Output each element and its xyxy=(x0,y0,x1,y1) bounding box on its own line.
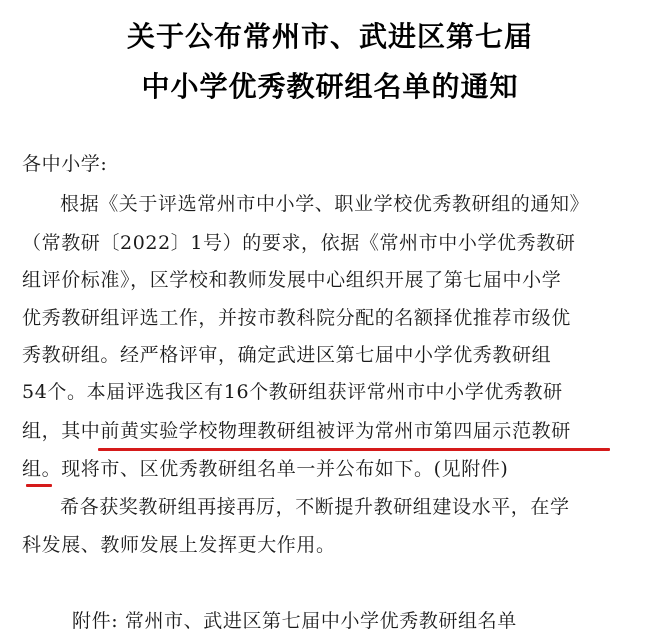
title-line-1: 关于公布常州市、武进区第七届 xyxy=(126,20,533,53)
attachment-line: 附件: 常州市、武进区第七届中小学优秀教研组名单 xyxy=(72,610,517,632)
title-line-2: 中小学优秀教研组名单的通知 xyxy=(141,70,519,103)
body-line-2: （常教研〔2022〕1号）的要求，依据《常州市中小学优秀教研 xyxy=(22,232,576,254)
body-line-1: 根据《关于评选常州市中小学、职业学校优秀教研组的通知》 xyxy=(60,193,590,215)
body-line-7: 组，其中前黄实验学校物理教研组被评为常州市第四届示范教研 xyxy=(22,420,571,442)
body-line-6: 54个。本届评选我区有16个教研组获评常州市中小学优秀教研 xyxy=(22,381,563,403)
red-highlight-underline xyxy=(98,448,610,451)
salutation: 各中小学: xyxy=(22,153,108,175)
red-highlight-underline-continued xyxy=(26,484,52,487)
body-line-5: 秀教研组。经严格评审，确定武进区第七届中小学优秀教研组 xyxy=(22,344,552,366)
body-line-9: 希各获奖教研组再接再厉，不断提升教研组建设水平，在学 xyxy=(60,496,570,518)
body-line-3: 组评价标准》，区学校和教师发展中心组织开展了第七届中小学 xyxy=(22,269,562,291)
body-line-10: 科发展、教师发展上发挥更大作用。 xyxy=(22,534,336,556)
body-line-8: 组。现将市、区优秀教研组名单一并公布如下。(见附件) xyxy=(22,458,509,480)
body-line-4: 优秀教研组评选工作，并按市教科院分配的名额择优推荐市级优 xyxy=(22,307,571,329)
